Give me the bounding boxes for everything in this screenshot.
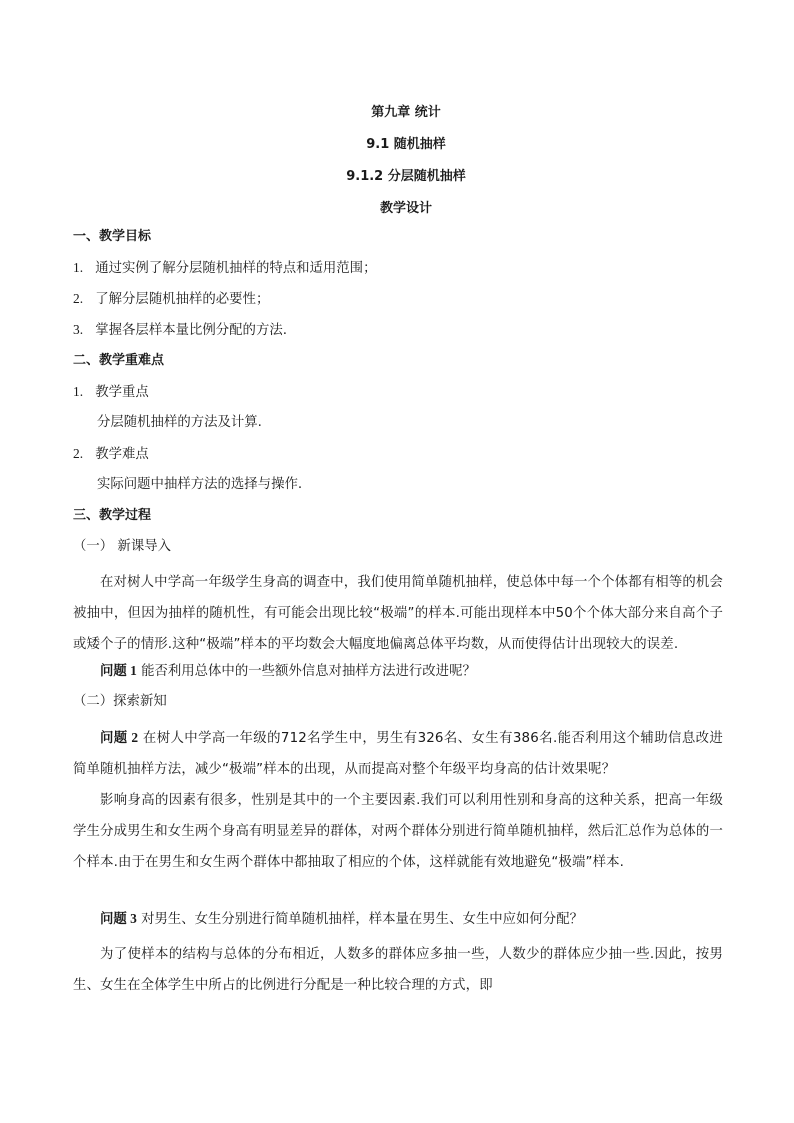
- key-points-heading: 二、教学重难点: [73, 353, 165, 368]
- key-point-detail: 实际问题中抽样方法的选择与操作.: [97, 477, 303, 492]
- key-point-label: 教学难点: [95, 447, 149, 462]
- document-body: [73, 226, 723, 1001]
- part1-label: （一） 新课导入: [73, 539, 171, 554]
- goal-number: 2.: [73, 291, 84, 306]
- goal-text: 了解分层随机抽样的必要性；: [95, 292, 270, 307]
- question-3: [73, 908, 723, 939]
- subsection-title: 9.1.2 分层随机抽样: [346, 169, 466, 184]
- goal-text: 掌握各层样本量比例分配的方法.: [95, 323, 287, 338]
- part2-label: （二）探索新知: [73, 694, 167, 709]
- question-1: [73, 660, 723, 691]
- question-2-label: 问题 2: [100, 730, 139, 745]
- title-block: [0, 102, 794, 230]
- process-heading: 三、教学过程: [73, 508, 152, 523]
- key-point-detail: 分层随机抽样的方法及计算.: [97, 415, 262, 430]
- goal-item: [73, 257, 723, 288]
- blank-gap: [73, 878, 723, 908]
- chapter-title: 第九章 统计: [371, 105, 441, 120]
- explanation-paragraph: 影响身高的因素有很多，性别是其中的一个主要因素.我们可以利用性别和身高的这种关系，把高一年级学生分成男生和女生两个身高有明显差异的群体，对两个群体分别进行简单随机抽样，然后汇总作为总体的一个样本.由于在男生和女生两个群体中都抽取了相应的个体，这样就能有效地避免“极端”样本.: [73, 793, 723, 870]
- allocation-paragraph: 为了使样本的结构与总体的分布相近，人数多的群体应多抽一些，人数少的群体应少抽一些.因此，按男生、女生在全体学生中所占的比例进行分配是一种比较合理的方式，即: [73, 947, 723, 993]
- goal-text: 通过实例了解分层随机抽样的特点和适用范围；: [95, 261, 377, 276]
- section-title: 9.1 随机抽样: [366, 137, 446, 152]
- key-point-number: 2.: [73, 446, 84, 461]
- goal-item: [73, 288, 723, 319]
- question-2: [73, 722, 723, 785]
- intro-paragraph: 在对树人中学高一年级学生身高的调查中，我们使用简单随机抽样，使总体中每一个个体都有相等的机会被抽中，但因为抽样的随机性，有可能会出现比较“极端”的样本.可能出现样本中50个个体大部分来自高个子或矮个子的情形.这种“极端”样本的平均数会大幅度地偏离总体平均数，从而使得估计出现较大的误差.: [73, 575, 723, 652]
- question-3-label: 问题 3: [100, 911, 137, 926]
- question-2-text: 在树人中学高一年级的712名学生中，男生有326名、女生有386名.能否利用这个辅助信息改进简单随机抽样方法，减少“极端”样本的出现，从而提高对整个年级平均身高的估计效果呢？: [73, 731, 723, 777]
- key-point-number: 1.: [73, 384, 84, 399]
- question-3-text: 对男生、女生分别进行简单随机抽样，样本量在男生、女生中应如何分配？: [141, 912, 583, 927]
- question-1-text: 能否利用总体中的一些额外信息对抽样方法进行改进呢？: [141, 664, 476, 679]
- key-point-label: 教学重点: [95, 385, 149, 400]
- question-1-label: 问题 1: [100, 663, 137, 678]
- goal-number: 3.: [73, 322, 84, 337]
- goal-number: 1.: [73, 260, 84, 275]
- doc-type-title: 教学设计: [379, 201, 432, 216]
- key-point-item: [73, 443, 723, 474]
- goals-heading: 一、教学目标: [73, 229, 152, 244]
- key-point-item: [73, 381, 723, 412]
- goal-item: [73, 319, 723, 350]
